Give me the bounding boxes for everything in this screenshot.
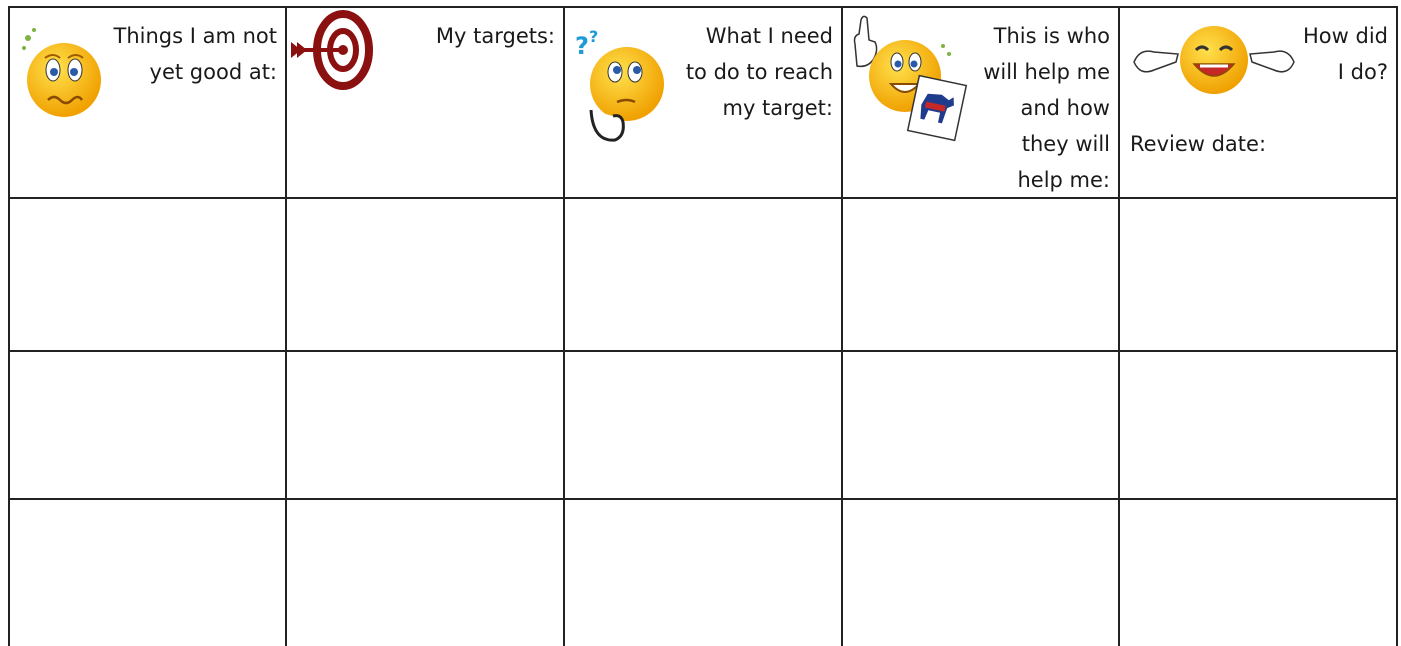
header-how-did-i-do xyxy=(1120,8,1396,198)
header-my-targets xyxy=(287,8,563,198)
helper-face-sign-icon xyxy=(847,10,975,146)
table-cell[interactable] xyxy=(843,199,1118,350)
table-cell[interactable] xyxy=(287,500,563,635)
review-date-label: Review date: xyxy=(1130,132,1267,156)
heading-line: they will xyxy=(1021,132,1110,156)
heading-line: will help me xyxy=(983,60,1110,84)
smiling-face-arms-icon xyxy=(1130,18,1298,102)
heading-line: my target: xyxy=(722,96,833,120)
heading-line: I do? xyxy=(1337,60,1388,84)
worried-face-icon xyxy=(20,20,106,130)
heading-line: This is who xyxy=(993,24,1110,48)
header-text xyxy=(686,18,833,126)
table-cell[interactable] xyxy=(1120,199,1396,350)
table-cell[interactable] xyxy=(287,199,563,350)
table-cell[interactable] xyxy=(565,352,841,498)
table-cell[interactable] xyxy=(843,352,1118,498)
header-who-will-help xyxy=(843,8,1118,198)
heading-line: help me: xyxy=(1017,168,1110,192)
table-cell[interactable] xyxy=(10,500,285,635)
heading-line: yet good at: xyxy=(149,60,277,84)
heading-line: Things I am not xyxy=(113,24,277,48)
svg-text:?: ? xyxy=(575,32,589,60)
header-text xyxy=(114,18,278,90)
svg-text:?: ? xyxy=(589,27,599,46)
table-cell[interactable] xyxy=(1120,500,1396,635)
heading-line: What I need xyxy=(705,24,833,48)
table-cell[interactable] xyxy=(10,352,285,498)
table-cell[interactable] xyxy=(10,199,285,350)
header-what-i-need-to-do xyxy=(565,8,841,198)
header-text xyxy=(983,18,1110,198)
header-text xyxy=(436,18,555,54)
table-cell[interactable] xyxy=(565,500,841,635)
heading-line: How did xyxy=(1303,24,1388,48)
column-divider xyxy=(1396,6,1398,646)
heading-line: and how xyxy=(1020,96,1110,120)
table-cell[interactable] xyxy=(1120,352,1396,498)
heading-line: My targets: xyxy=(435,24,555,48)
header-things-not-good-at xyxy=(10,8,285,198)
table-cell[interactable] xyxy=(843,500,1118,635)
header-text xyxy=(1303,18,1388,90)
thinking-face-icon xyxy=(575,24,671,144)
table-cell[interactable] xyxy=(565,199,841,350)
heading-line: to do to reach xyxy=(685,60,833,84)
target-arrow-icon xyxy=(289,10,375,94)
table-cell[interactable] xyxy=(287,352,563,498)
